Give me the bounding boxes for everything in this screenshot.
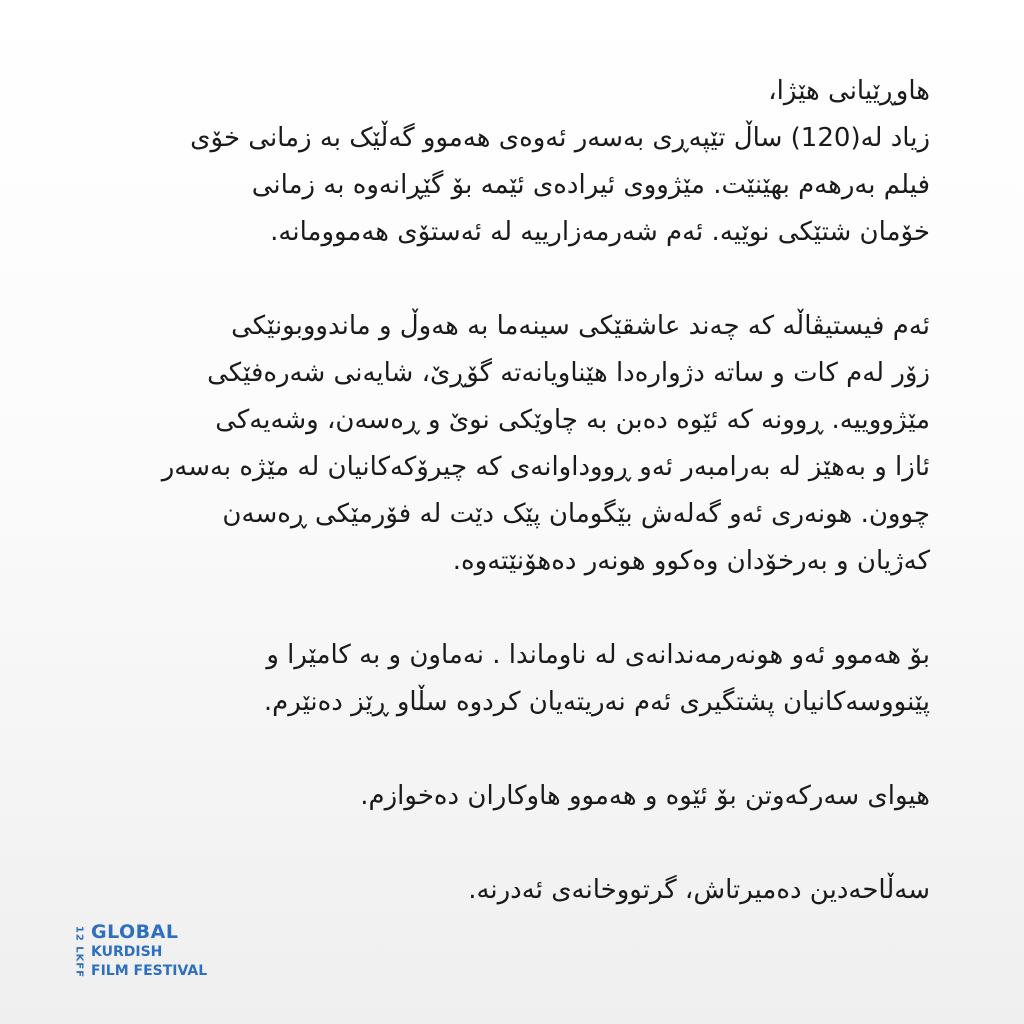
logo-line-global: GLOBAL (91, 921, 179, 943)
paragraph-2-line-3: مێژووییە. ڕوونە کە ئێوە دەبن بە چاوێکی نوێ و ڕەسەن، وشەیەکی (215, 405, 930, 435)
paragraph-3 (96, 632, 930, 726)
logo-line-kurdish: KURDISH (91, 944, 163, 960)
letter-greeting-block (96, 68, 930, 256)
paragraph-2-line-2: زۆر لەم کات و ساتە دژوارەدا هێناویانەتە گۆڕێ، شایەنی شەرەفێکی (207, 358, 930, 388)
paragraph-1-line-1: زیاد لە(120) ساڵ تێپەڕی بەسەر ئەوەی هەموو گەڵێک بە زمانی خۆی (190, 123, 930, 153)
paragraph-2-line-5: چوون. هونەری ئەو گەلەش بێگومان پێک دێت لە فۆرمێکی ڕەسەن (222, 499, 930, 529)
logo-wordmark (91, 922, 207, 981)
paragraph-1-line-2: فیلم بەرهەم بهێنێت. مێژووی ئیرادەی ئێمە بۆ گێڕانەوە بە زمانی (251, 170, 930, 200)
letter-wish: هیوای سەرکەوتن بۆ ئێوە و هەموو هاوکاران دەخوازم. (360, 781, 930, 811)
logo-edition (72, 922, 86, 982)
paragraph-1-line-3: خۆمان شتێکی نوێیە. ئەم شەرمەزارییە لە ئەستۆی هەموومانە. (270, 217, 930, 247)
paragraph-2 (96, 303, 930, 585)
signature-paragraph (96, 867, 930, 914)
logo-line-film-festival: FILM FESTIVAL (91, 963, 208, 979)
paragraph-3-line-1: بۆ هەموو ئەو هونەرمەندانەی لە ناوماندا . نەماون و بە کامێرا و (266, 640, 930, 670)
letter-body (96, 68, 930, 961)
paragraph-3-line-2: پێنووسەکانیان پشتگیری ئەم نەریتەیان کردوە سڵاو ڕێز دەنێرم. (263, 687, 930, 717)
letter-signature: سەڵاحەدین دەمیرتاش، گرتووخانەی ئەدرنە. (468, 875, 930, 905)
letter-greeting: هاوڕێیانی هێژا، (768, 76, 930, 106)
paragraph-2-line-6: کەژیان و بەرخۆدان وەکوو هونەر دەهۆنێتەوە. (452, 546, 930, 576)
paragraph-2-line-1: ئەم فیستیڤاڵە کە چەند عاشقێکی سینەما بە هەوڵ و ماندووبونێکی (231, 311, 930, 341)
logo-edition-text: 12 LKFF (73, 925, 85, 979)
festival-logo (72, 922, 207, 984)
paragraph-2-line-4: ئازا و بەهێز لە بەرامبەر ئەو ڕووداوانەی کە چیرۆکەکانیان لە مێژە بەسەر (161, 452, 930, 482)
wish-paragraph (96, 773, 930, 820)
